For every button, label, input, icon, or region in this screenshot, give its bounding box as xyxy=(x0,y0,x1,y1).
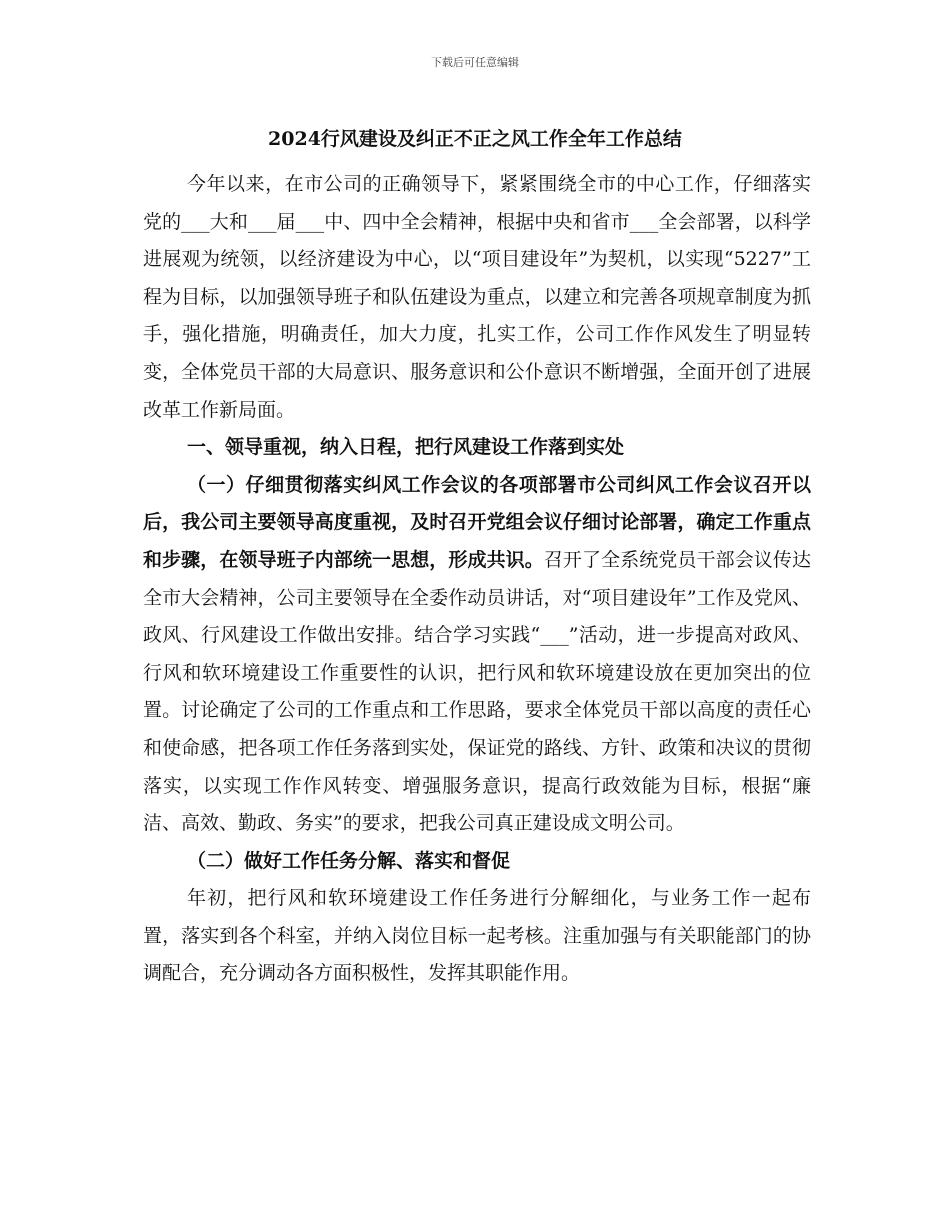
document-body xyxy=(143,166,811,993)
section-1-heading: 一、领导重视，纳入日程，把行风建设工作落到实处 xyxy=(187,436,625,459)
page-header-note: 下载后可任意编辑 xyxy=(431,56,519,69)
intro-paragraph: 今年以来，在市公司的正确领导下，紧紧围绕全市的中心工作，仔细落实党的___大和___届___中、四中全会精神，根据中央和省市___全会部署，以科学进展观为统领，以经济建设为中心，以“项目建设年”为契机，以实现“5227”工程为目标，以加强领导班子和队伍建设为重点，以建立和完善各项规章制度为抓手，强化措施，明确责任，加大力度，扎实工作，公司工作作风发生了明显转变，全体党员干部的大局意识、服务意识和公仆意识不断增强，全面开创了进展改革工作新局面。 xyxy=(143,173,811,421)
subsection-2-heading: （二）做好工作任务分解、落实和督促 xyxy=(187,849,511,872)
subsection-2-body: 年初，把行风和软环境建设工作任务进行分解细化，与业务工作一起布置，落实到各个科室，并纳入岗位目标一起考核。注重加强与有关职能部门的协调配合，充分调动各方面积极性，发挥其职能作用。 xyxy=(143,887,811,985)
subsection-1-body: 召开了全系统党员干部会议传达全市大会精神，公司主要领导在全委作动员讲话，对“项目建设年”工作及党风、政风、行风建设工作做出安排。结合学习实践“___”活动，进一步提高对政风、行风和软环境建设工作重要性的认识，把行风和软环境建设放在更加突出的位置。讨论确定了公司的工作重点和工作思路，要求全体党员干部以高度的责任心和使命感，把各项工作任务落到实处，保证党的路线、方针、政策和决议的贯彻落实，以实现工作作风转变、增强服务意识，提高行政效能为目标，根据“廉洁、高效、勤政、务实”的要求，把我公司真正建设成文明公司。 xyxy=(143,548,811,835)
subsection-1-heading: （一）仔细贯彻落实纠风工作会议的各项部署市公司纠风工作会议召开以后，我公司主要领导高度重视，及时召开党组会议仔细讨论部署，确定工作重点和步骤，在领导班子内部统一思想，形成共识。 xyxy=(143,473,811,571)
document-title: 2024行风建设及纠正不正之风工作全年工作总结 xyxy=(268,128,682,150)
subsection-1-paragraph xyxy=(143,467,811,843)
